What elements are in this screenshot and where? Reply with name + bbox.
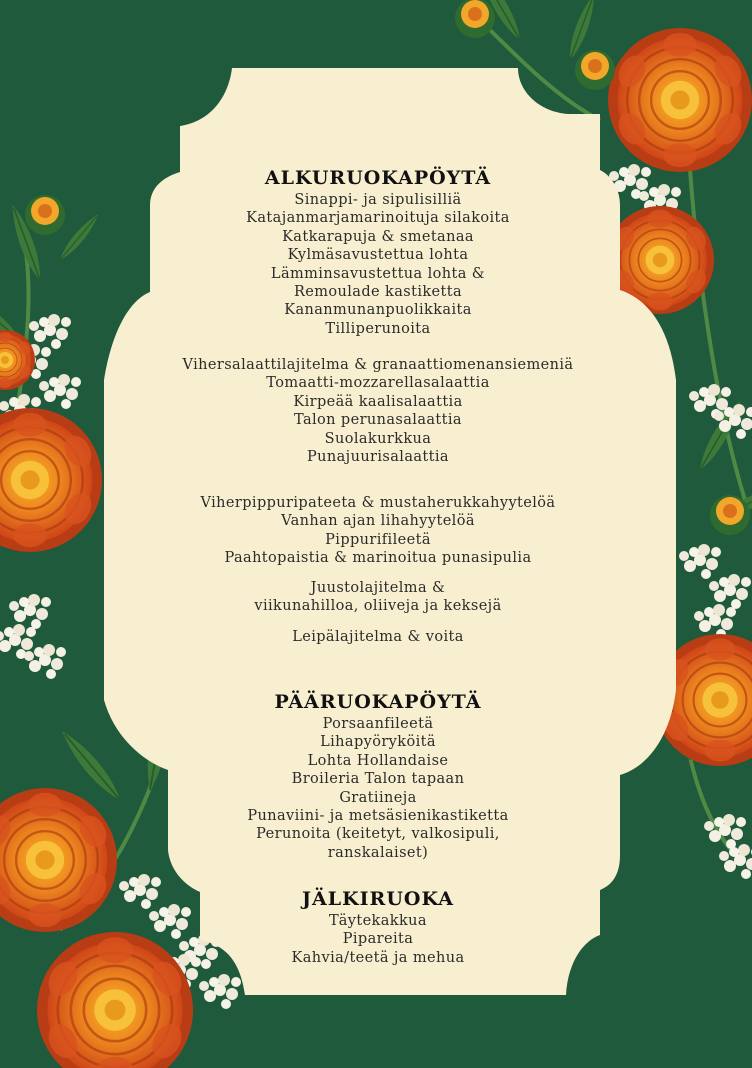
list-item: Sinappi- ja sipulisilliä [294, 192, 462, 208]
list-item: Lämminsavustettua lohta & [270, 265, 486, 282]
bread-group [150, 628, 606, 646]
list-item: Lihapyöryköitä [320, 734, 436, 751]
dessert-section [140, 887, 616, 967]
list-item: ranskalaiset) [327, 844, 429, 861]
list-item: Gratiineja [339, 789, 417, 806]
dessert-title: JÄLKIRUOKA [302, 888, 454, 910]
list-item: Porsaanfileetä [322, 716, 434, 732]
list-item: Punaviini- ja metsäsienikastiketta [247, 808, 509, 825]
list-item: Kirpeää kaalisalaattia [293, 393, 463, 410]
list-item: Juustolajitelma & [310, 580, 446, 596]
starters-section [140, 166, 616, 338]
list-item: Tomaatti-mozzarellasalaattia [266, 375, 490, 392]
mains-title: PÄÄRUOKAPÖYTÄ [274, 691, 482, 713]
mains-section [140, 690, 616, 862]
list-item: Punajuurisalaattia [307, 449, 449, 466]
list-item: Katkarapuja & smetanaa [282, 228, 474, 245]
list-item: Täytekakkua [329, 913, 427, 929]
list-item: Vihersalaattilajitelma & granaattiomenansiemeniä [182, 357, 574, 373]
list-item: viikunahilloa, oliiveja ja keksejä [254, 598, 502, 615]
list-item: Pipareita [342, 931, 414, 948]
list-item: Tilliperunoita [325, 320, 431, 337]
list-item: Pippurifileetä [325, 531, 431, 548]
cheese-group [150, 579, 606, 616]
list-item: Perunoita (keitetyt, valkosipuli, [256, 826, 500, 843]
list-item: Kananmunanpuolikkaita [284, 302, 472, 319]
list-item: Talon perunasalaattia [294, 412, 462, 429]
list-item: Kylmäsavustettua lohta [287, 247, 469, 264]
list-item: Viherpippuripateeta & mustaherukkahyytelöä [200, 495, 556, 511]
starters-title: ALKURUOKAPÖYTÄ [264, 167, 492, 189]
list-item: Vanhan ajan lihahyytelöä [281, 513, 475, 530]
list-item: Katajanmarjamarinoituja silakoita [246, 210, 510, 227]
list-item: Kahvia/teetä ja mehua [291, 949, 465, 966]
list-item: Broileria Talon tapaan [291, 771, 465, 788]
meats-group [150, 494, 606, 568]
list-item: Suolakurkkua [324, 430, 432, 447]
list-item: Leipälajitelma & voita [292, 629, 464, 645]
salads-group [150, 356, 606, 466]
list-item: Remoulade kastiketta [293, 284, 463, 301]
list-item: Paahtopaistia & marinoitua punasipulia [224, 550, 532, 567]
list-item: Lohta Hollandaise [307, 752, 449, 769]
